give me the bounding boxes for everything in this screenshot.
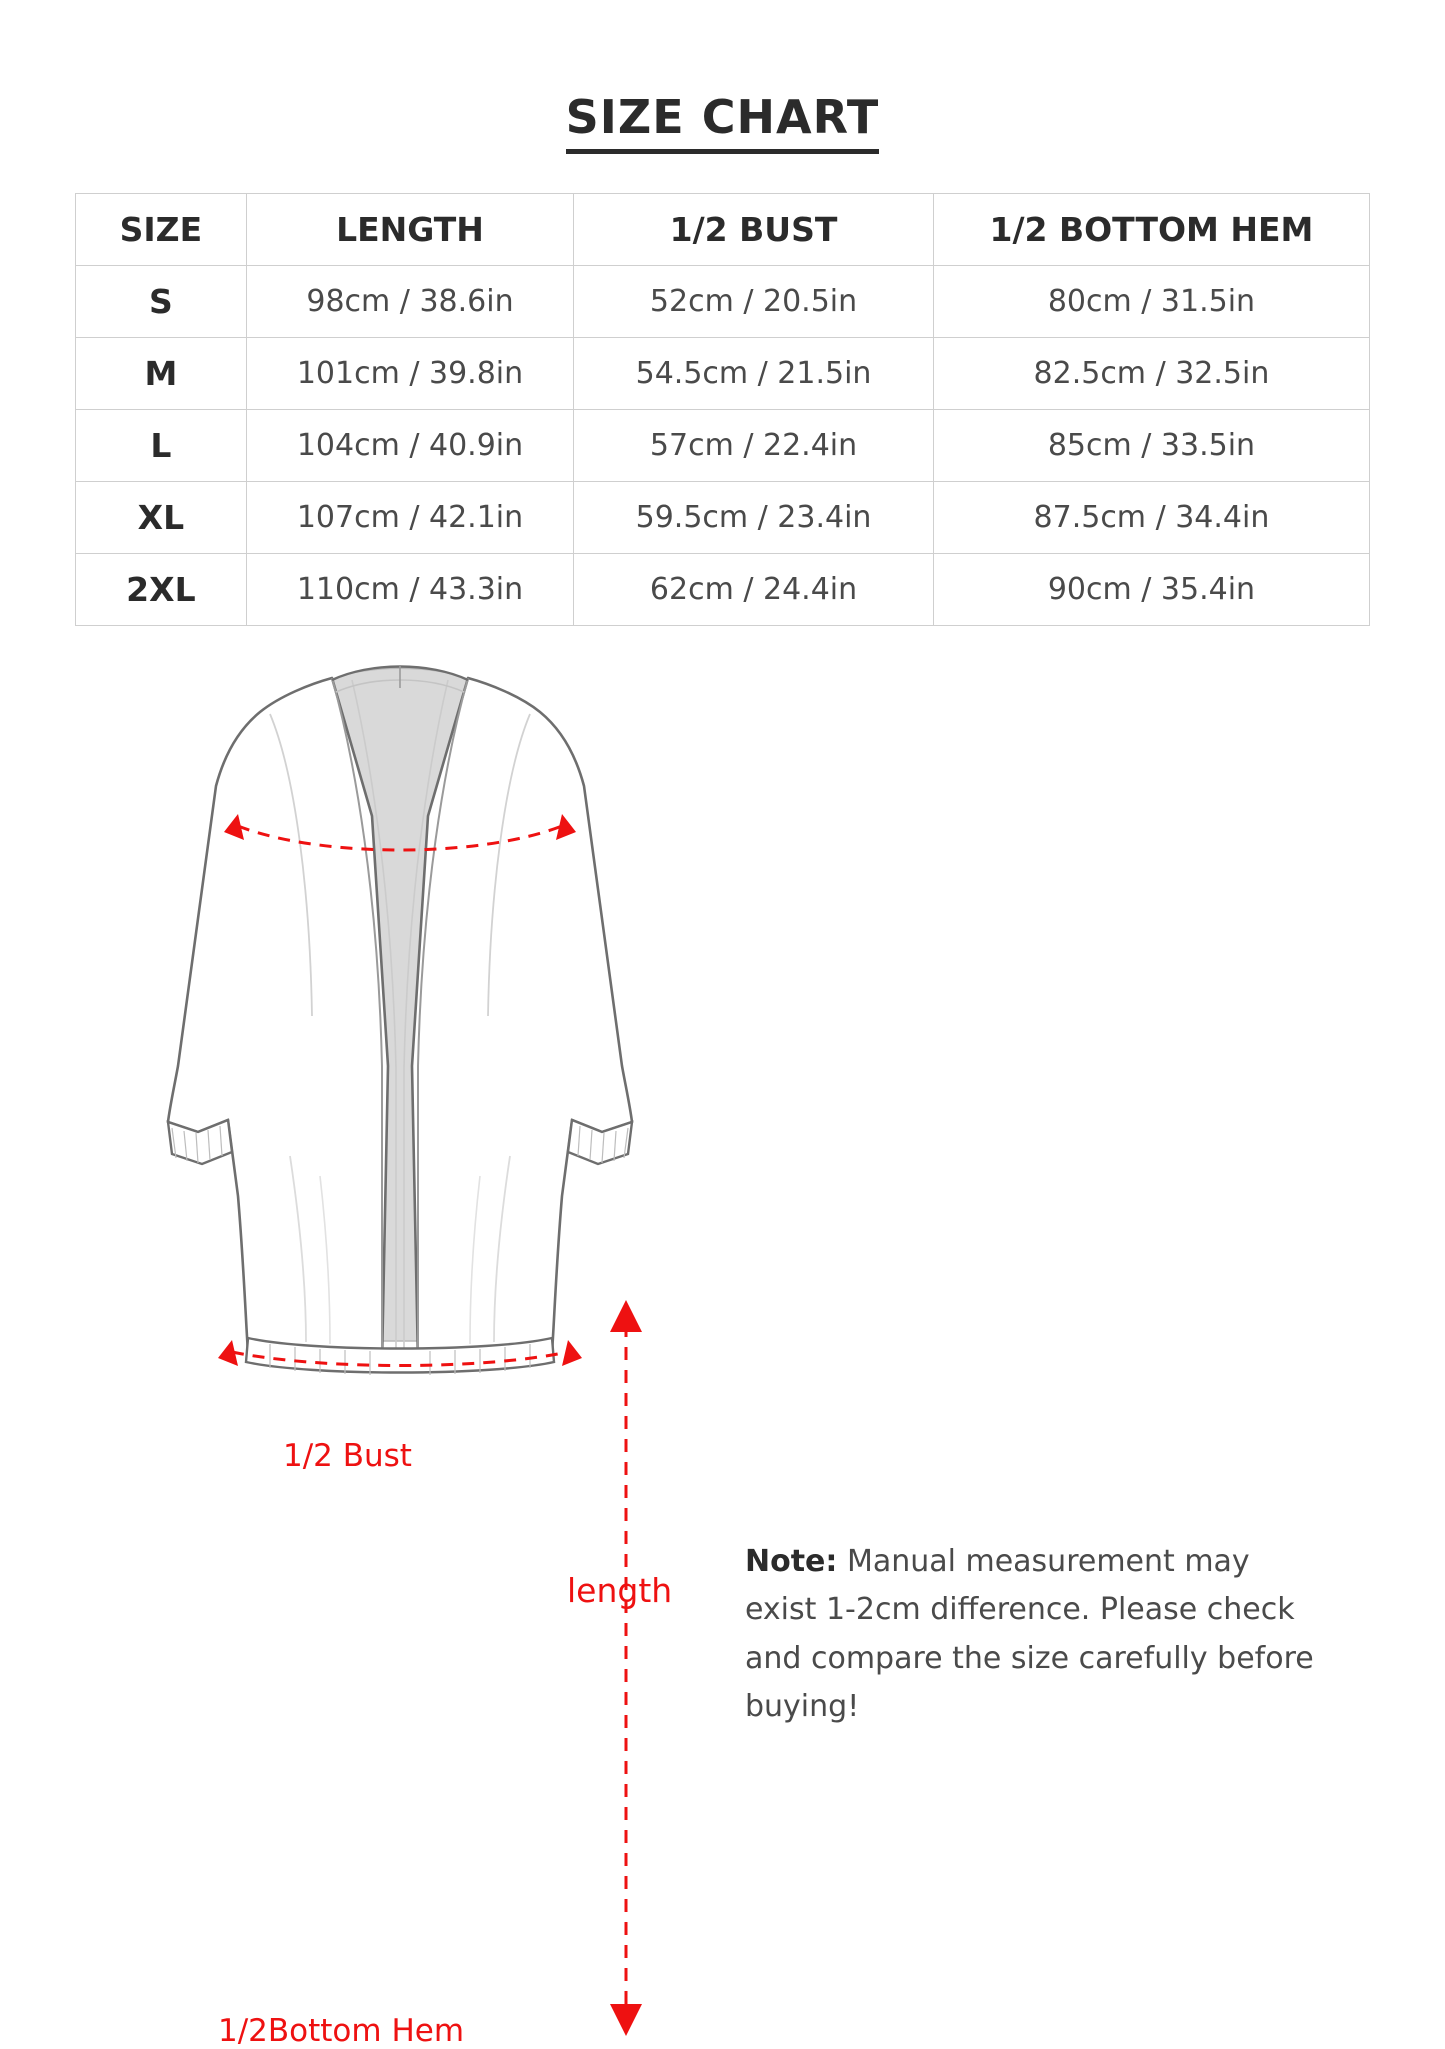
cell-size: 2XL [76,553,247,625]
column-header-length: LENGTH [246,193,573,265]
note-lead: Note: [745,1543,838,1579]
table-header-row [76,193,1370,265]
page-title: SIZE CHART [566,92,880,154]
table-row [76,337,1370,409]
cell-size: M [76,337,247,409]
cell-length: 101cm / 39.8in [246,337,573,409]
note-text [745,1538,1320,1732]
cell-half-bottom-hem: 90cm / 35.4in [933,553,1369,625]
label-half-bust: 1/2 Bust [283,1437,412,1474]
cell-size: S [76,265,247,337]
page-title-container [0,92,1445,154]
column-header-half-bust: 1/2 BUST [574,193,934,265]
column-header-size: SIZE [76,193,247,265]
cell-half-bottom-hem: 87.5cm / 34.4in [933,481,1369,553]
cell-half-bust: 59.5cm / 23.4in [574,481,934,553]
cell-half-bust: 57cm / 22.4in [574,409,934,481]
cell-length: 110cm / 43.3in [246,553,573,625]
column-header-half-bottom-hem: 1/2 BOTTOM HEM [933,193,1369,265]
table-row [76,481,1370,553]
size-chart-table [75,193,1370,626]
cell-size: XL [76,481,247,553]
cell-half-bottom-hem: 85cm / 33.5in [933,409,1369,481]
cell-length: 104cm / 40.9in [246,409,573,481]
cell-half-bust: 62cm / 24.4in [574,553,934,625]
cell-length: 98cm / 38.6in [246,265,573,337]
cardigan-illustration-icon [120,636,680,1396]
size-chart-table-container [75,193,1370,626]
cell-half-bottom-hem: 80cm / 31.5in [933,265,1369,337]
label-half-bottom-hem: 1/2Bottom Hem [218,2012,465,2049]
cell-length: 107cm / 42.1in [246,481,573,553]
table-row [76,265,1370,337]
measurement-diagram-section [0,626,1445,2049]
cell-half-bottom-hem: 82.5cm / 32.5in [933,337,1369,409]
cell-size: L [76,409,247,481]
table-row [76,409,1370,481]
cell-half-bust: 54.5cm / 21.5in [574,337,934,409]
cell-half-bust: 52cm / 20.5in [574,265,934,337]
length-measure-arrow-icon [600,1298,652,2038]
table-row [76,553,1370,625]
label-length: length [567,1570,673,1610]
note-body: Manual measurement may exist 1-2cm difference. Please check and compare the size carefully before buying! [745,1543,1314,1725]
